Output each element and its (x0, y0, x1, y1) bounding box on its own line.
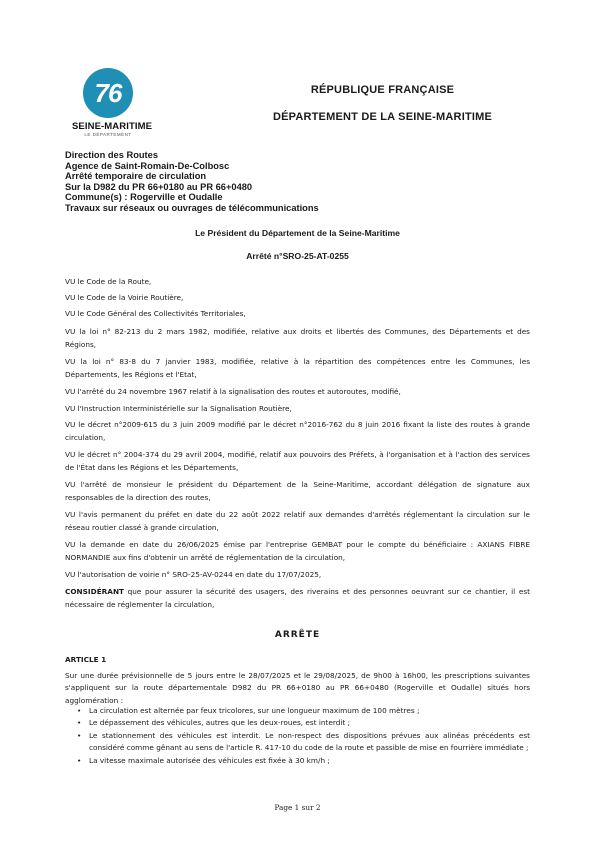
list-item: • Le stationnement des véhicules est interdit. Le non-respect des dispositions prévues aux alinéas précédents est considéré comme gênant au sens de l'article R. 417-10 du code de la route et passible de mise en fourrière immédiate ; (77, 730, 530, 755)
list-item: • La vitesse maximale autorisée des véhicules est fixée à 30 km/h ; (77, 755, 530, 767)
vu-item: VU la loi n° 82-213 du 2 mars 1982, modifiée, relative aux droits et libertés des Communes, des Départements et des Régions, (65, 327, 530, 349)
logo-number: 76 (83, 68, 133, 118)
vu-item: VU le Code de la Route, (65, 277, 152, 286)
logo-subtitle: LE DÉPARTEMENT (84, 132, 132, 137)
logo-name: SEINE-MARITIME (72, 121, 153, 132)
vu-item: VU l'Instruction Interministérielle sur la Signalisation Routière, (65, 404, 292, 413)
vu-item: VU le Code de la Voirie Routière, (65, 293, 184, 302)
vu-item: VU le Code Général des Collectivités Territoriales, (65, 309, 246, 318)
page-number: Page 1 sur 2 (274, 803, 321, 812)
vu-item: VU l'arrêté de monsieur le président du Département de la Seine-Maritime, accordant délégation de signature aux responsables de la direction des routes, (65, 480, 530, 502)
arrete-heading: ARRÊTE (274, 630, 321, 640)
direction-line: Commune(s) : Rogerville et Oudalle (65, 192, 223, 202)
considerant-text: que pour assurer la sécurité des usagers, des riverains et des personnes oeuvrant sur ce chantier, il est nécessaire de réglementer la circulation, (65, 587, 530, 609)
vu-item: VU l'arrêté du 24 novembre 1967 relatif à la signalisation des routes et autoroutes, modifié, (65, 387, 401, 396)
president-line: Le Président du Département de la Seine-Maritime (195, 228, 400, 238)
list-item: • La circulation est alternée par feux tricolores, sur une longueur maximum de 100 mètres ; (77, 705, 530, 717)
direction-block (65, 150, 319, 213)
article-1-list (77, 705, 530, 767)
vu-item: VU le décret n° 2004-374 du 29 avril 2004, modifié, relatif aux pouvoirs des Préfets, à l'organisation et à l'action des services de l'État dans les Régions et les Départements, (65, 450, 530, 472)
vu-item: VU la loi n° 83-8 du 7 janvier 1983, modifiée, relative à la répartition des compétences entre les Communes, les Départements, les Régions et l'Etat, (65, 357, 530, 379)
vu-item: VU l'autorisation de voirie n° SRO-25-AV-0244 en date du 17/07/2025, (65, 570, 322, 579)
direction-line: Arrêté temporaire de circulation (65, 171, 207, 181)
direction-line: Sur la D982 du PR 66+0180 au PR 66+0480 (65, 181, 253, 192)
considerant-label: CONSIDÉRANT (65, 587, 125, 596)
direction-line: Direction des Routes (65, 150, 158, 160)
vu-item: VU l'avis permanent du préfet en date du 22 août 2022 relatif aux demandes d'arrêtés réglementant la circulation sur le réseau routier classé à grande circulation, (65, 510, 530, 532)
direction-line: Agence de Saint-Romain-De-Colbosc (65, 160, 230, 171)
vu-item: VU le décret n°2009-615 du 3 juin 2009 modifié par le décret n°2016-762 du 8 juin 2016 fixant la liste des routes à grande circulation, (65, 420, 530, 442)
considerant-paragraph (65, 586, 530, 611)
department-heading: DÉPARTEMENT DE LA SEINE-MARITIME (272, 111, 493, 123)
department-logo (72, 68, 153, 138)
vu-item: VU la demande en date du 26/06/2025 émise par l'entreprise GEMBAT pour le compte du bénéficiaire : AXIANS FIBRE NORMANDIE aux fins d'obtenir un arrêté de réglementation de la circulation, (65, 540, 530, 562)
list-item: • Le dépassement des véhicules, autres que les deux-roues, est interdit ; (77, 717, 530, 729)
arrete-number: Arrêté n°SRO-25-AT-0255 (246, 251, 349, 261)
republic-heading: RÉPUBLIQUE FRANÇAISE (310, 84, 455, 96)
direction-line: Travaux sur réseaux ou ouvrages de télécommunications (65, 202, 319, 213)
article-1-title: ARTICLE 1 (65, 655, 107, 664)
article-1-text: Sur une durée prévisionnelle de 5 jours entre le 28/07/2025 et le 29/08/2025, de 9h00 à 16h00, les prescriptions suivantes s'appliquent sur la route départementale D982 du PR 66+0180 au PR 66+0480 (Rogerville et Oudalle) situés hors agglomération : (65, 671, 530, 705)
